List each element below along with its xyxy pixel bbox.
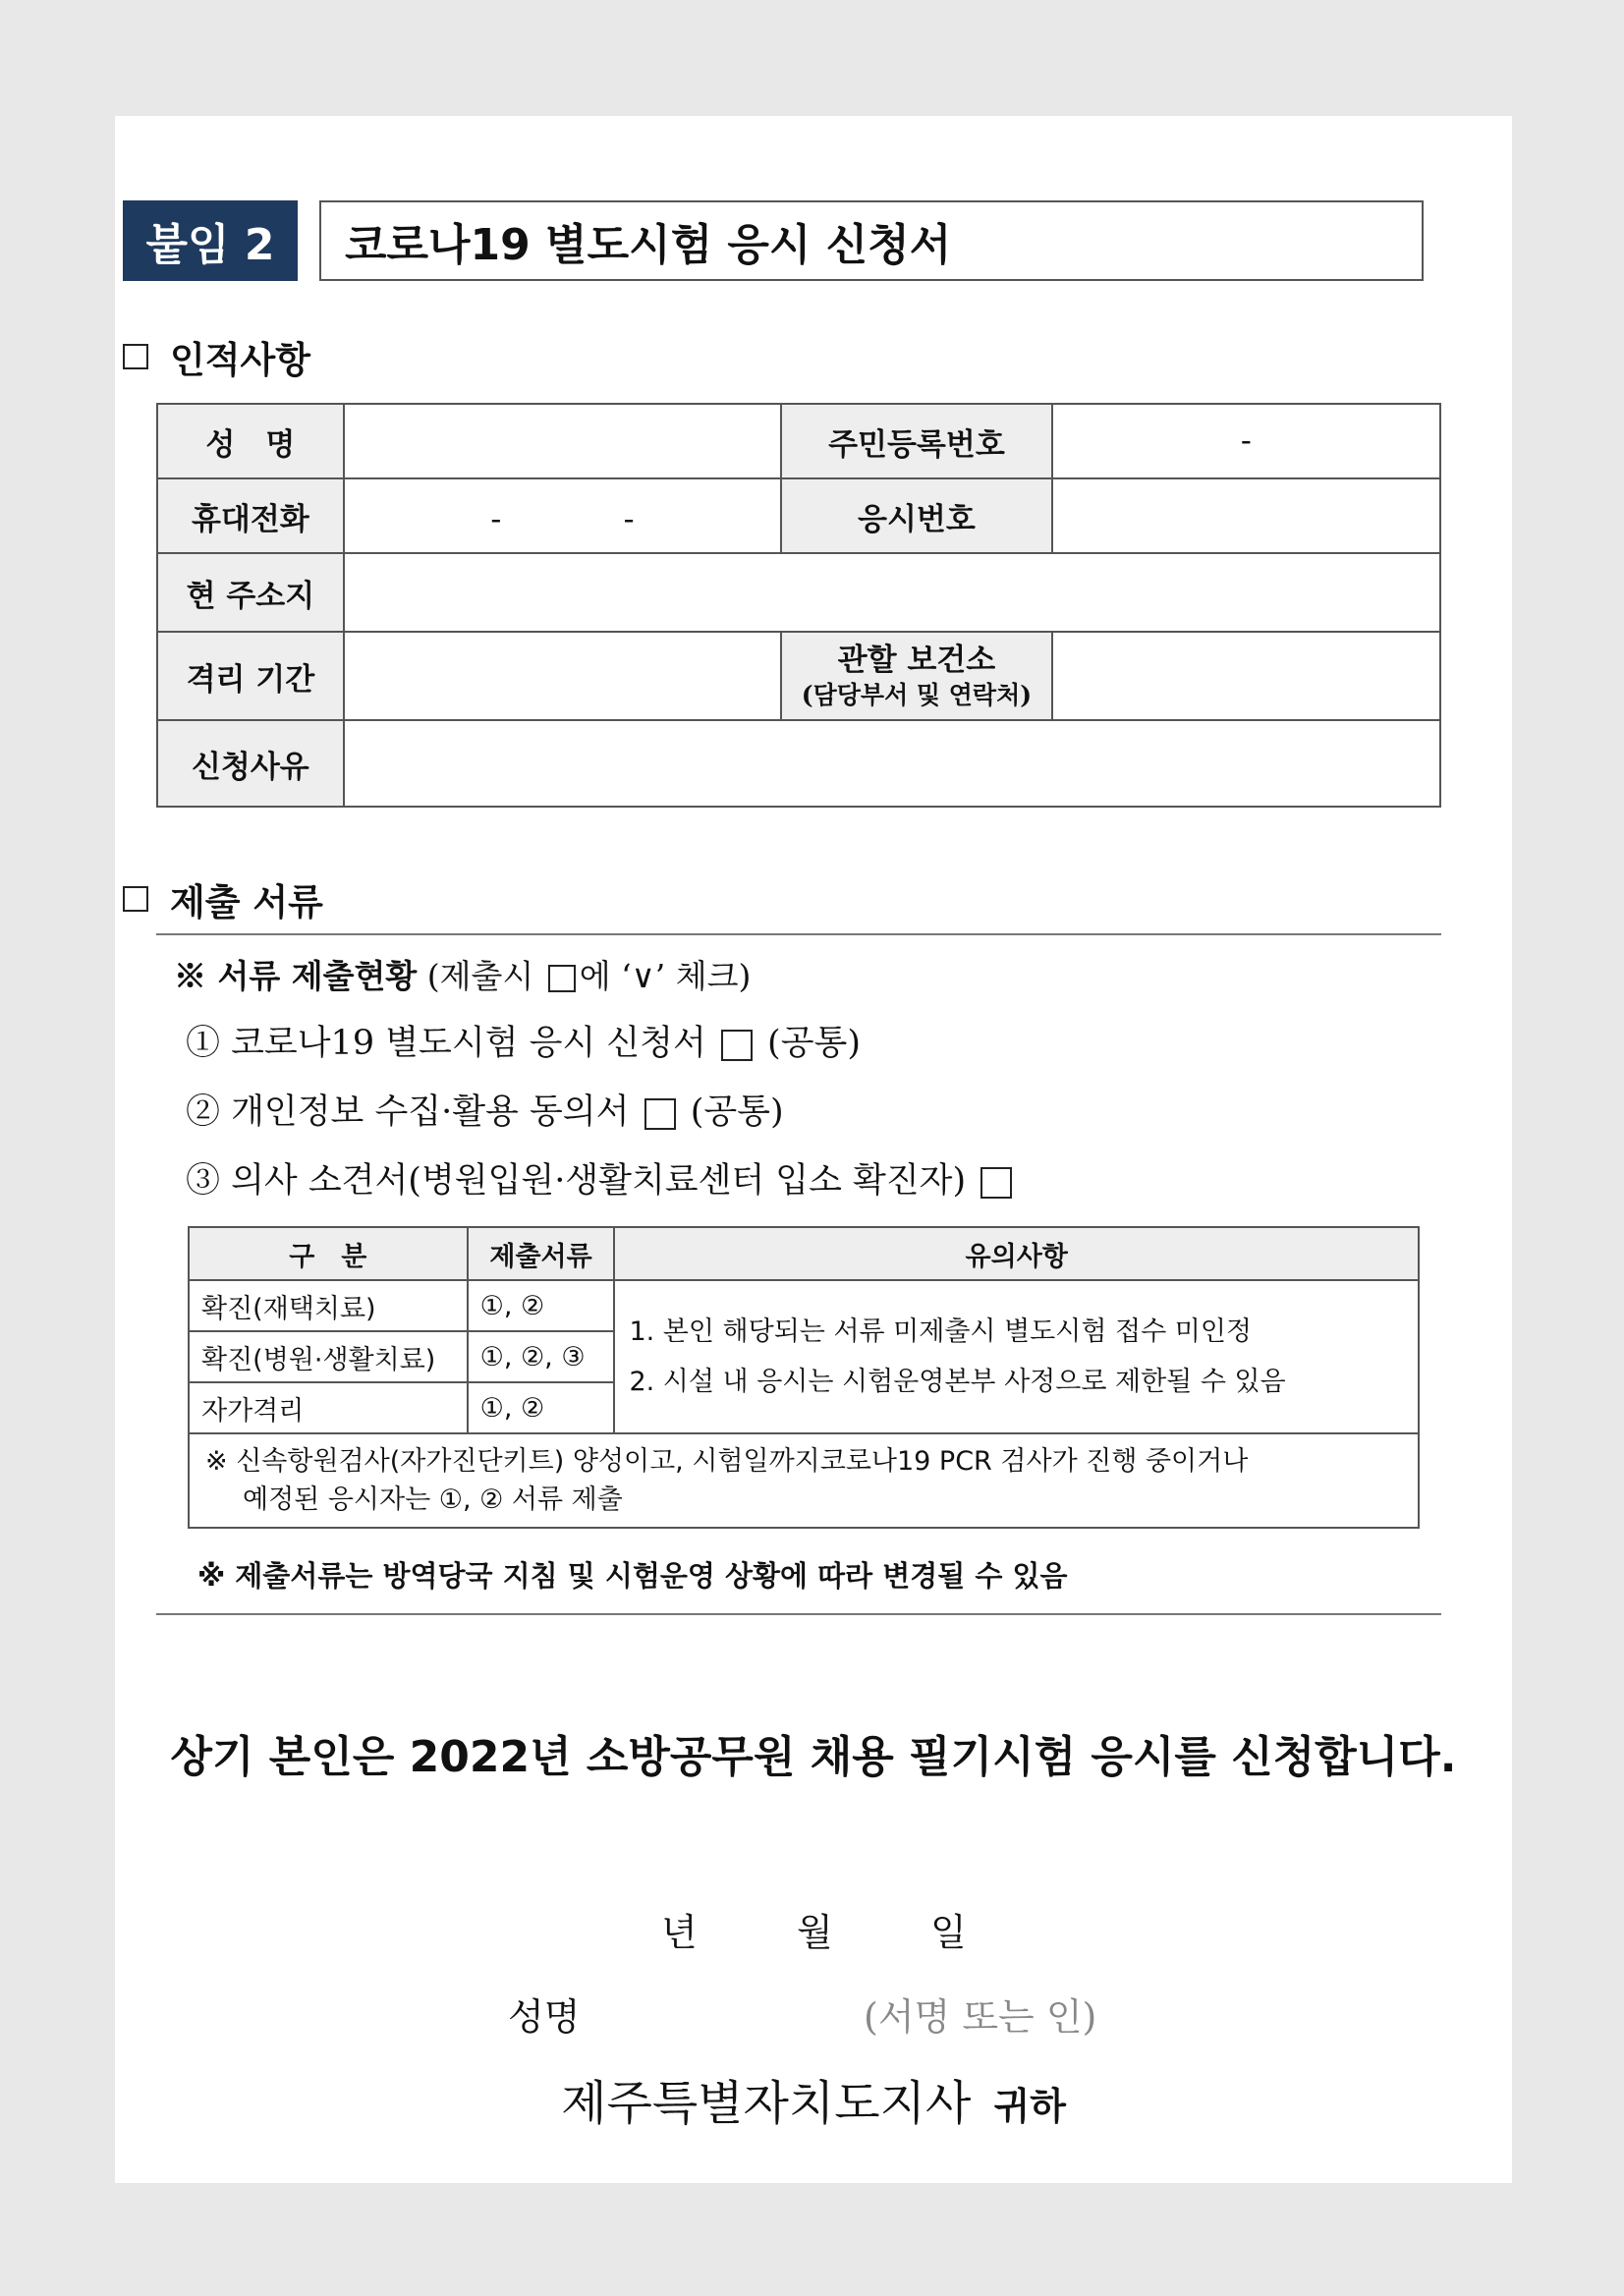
table-row-kind: 확진(재택치료) xyxy=(189,1280,468,1331)
documents-notice: ※ 제출서류는 방역당국 지침 및 시험운영 상황에 따라 변경될 수 있음 xyxy=(197,1559,1068,1593)
section-personal-heading xyxy=(123,330,310,383)
table-row-docs: ①, ②, ③ xyxy=(468,1331,615,1382)
addressee xyxy=(115,2065,1512,2133)
phone-field[interactable]: - - xyxy=(344,478,781,553)
square-bullet-icon xyxy=(123,344,148,369)
doc-item-2-label: ② 개인정보 수집·활용 동의서 xyxy=(186,1092,630,1132)
status-note-b: 에 ‘∨’ 체크) xyxy=(579,957,752,995)
addressee-name: 제주특별자치도지사 xyxy=(561,2076,972,2131)
health-center-subtitle: (담당부서 및 연락처) xyxy=(801,680,1033,709)
address-field[interactable] xyxy=(344,553,1440,632)
col-header-docs: 제출서류 xyxy=(468,1227,615,1280)
doc-item-2-suffix: (공통) xyxy=(690,1092,784,1132)
submission-status-line xyxy=(174,951,751,997)
footnote-line-2: 예정된 응시자는 ①, ② 서류 제출 xyxy=(243,1484,623,1516)
doc-item-1-checkbox[interactable] xyxy=(721,1030,753,1061)
exam-number-field[interactable] xyxy=(1052,478,1440,553)
divider xyxy=(156,1613,1441,1615)
status-note-a: (제출시 xyxy=(426,957,534,995)
doc-item-3-label: ③ 의사 소견서(병원입원·생활치료센터 입소 확진자) xyxy=(186,1161,967,1201)
doc-item-2-checkbox[interactable] xyxy=(644,1098,676,1130)
square-bullet-icon xyxy=(123,886,148,912)
table-row-docs: ①, ② xyxy=(468,1280,615,1331)
personal-info-table xyxy=(156,403,1441,808)
note-1: 1. 본인 해당되는 서류 미제출시 별도시험 접수 미인정 xyxy=(629,1316,1252,1347)
signature-label: 성명 xyxy=(508,1995,581,2039)
attachment-tag: 붙임 2 xyxy=(123,200,298,281)
status-bold-label: ※ 서류 제출현황 xyxy=(174,957,418,995)
rrn-label: 주민등록번호 xyxy=(781,404,1052,478)
quarantine-period-label: 격리 기간 xyxy=(157,632,344,720)
date-year: 년 xyxy=(661,1911,698,1954)
name-label: 성 명 xyxy=(157,404,344,478)
health-center-label xyxy=(781,632,1052,720)
col-header-notes: 유의사항 xyxy=(614,1227,1419,1280)
date-month: 월 xyxy=(797,1911,833,1954)
doc-item-2 xyxy=(186,1085,784,1134)
section-personal-title: 인적사항 xyxy=(170,339,310,381)
section-documents-heading xyxy=(123,872,323,925)
doc-item-3 xyxy=(186,1153,1016,1203)
notes-cell xyxy=(614,1280,1419,1433)
date-day: 일 xyxy=(930,1911,967,1954)
quarantine-period-field[interactable] xyxy=(344,632,781,720)
table-footnote xyxy=(189,1433,1419,1528)
section-documents-title: 제출 서류 xyxy=(170,881,323,924)
declaration-text: 상기 본인은 2022년 소방공무원 채용 필기시험 응시를 신청합니다. xyxy=(170,1732,1457,1782)
doc-item-1 xyxy=(186,1016,861,1065)
name-field[interactable] xyxy=(344,404,781,478)
exam-number-label: 응시번호 xyxy=(781,478,1052,553)
health-center-field[interactable] xyxy=(1052,632,1440,720)
doc-item-3-checkbox[interactable] xyxy=(980,1167,1012,1199)
table-row-docs: ①, ② xyxy=(468,1382,615,1433)
address-label: 현 주소지 xyxy=(157,553,344,632)
health-center-title: 관할 보건소 xyxy=(837,643,996,678)
note-2: 2. 시설 내 응시는 시험운영본부 사정으로 제한될 수 있음 xyxy=(629,1367,1286,1397)
form-title: 코로나19 별도시험 응시 신청서 xyxy=(319,200,1424,281)
addressee-suffix: 귀하 xyxy=(993,2084,1066,2128)
phone-label: 휴대전화 xyxy=(157,478,344,553)
form-page xyxy=(115,116,1512,2183)
signature-hint: (서명 또는 인) xyxy=(864,1995,1097,2039)
divider xyxy=(156,933,1441,935)
checkbox-icon xyxy=(548,965,576,992)
table-row-kind: 확진(병원·생활치료) xyxy=(189,1331,468,1382)
doc-item-1-label: ① 코로나19 별도시험 응시 신청서 xyxy=(186,1024,706,1063)
table-row-kind: 자가격리 xyxy=(189,1382,468,1433)
reason-field[interactable] xyxy=(344,720,1440,807)
rrn-field[interactable]: - xyxy=(1052,404,1440,478)
reason-label: 신청사유 xyxy=(157,720,344,807)
footnote-line-1: ※ 신속항원검사(자가진단키트) 양성이고, 시험일까지코로나19 PCR 검사가 진행 중이거나 xyxy=(205,1446,1249,1477)
doc-item-1-suffix: (공통) xyxy=(767,1024,861,1063)
col-header-kind: 구 분 xyxy=(189,1227,468,1280)
documents-table xyxy=(188,1226,1420,1529)
